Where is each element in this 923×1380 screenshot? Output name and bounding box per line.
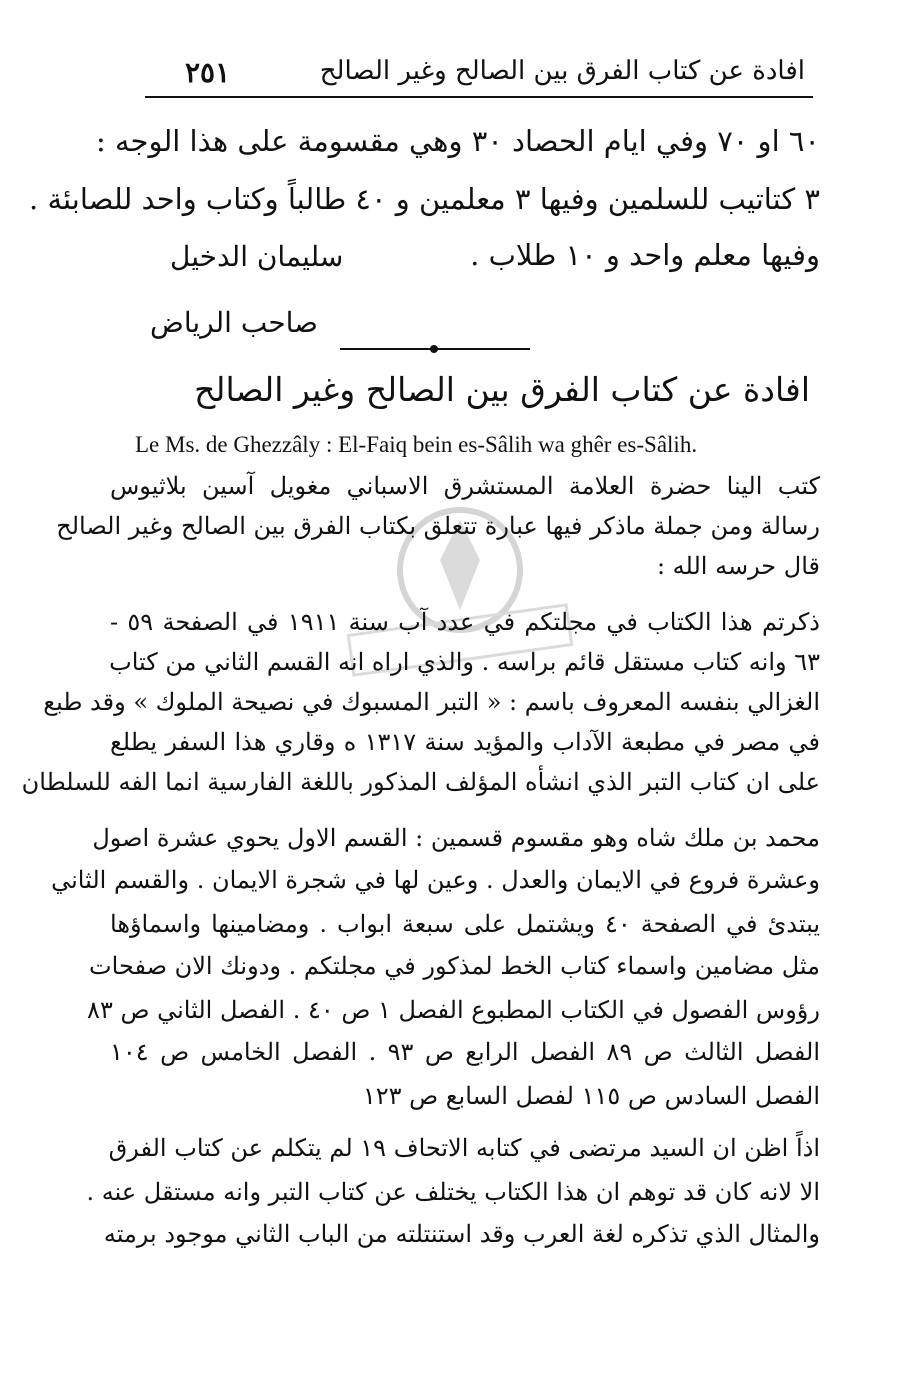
body-line-9: محمد بن ملك شاه وهو مقسوم قسمين : القسم الاول يحوي عشرة اصول — [92, 824, 820, 852]
body-line-18: والمثال الذي تذكره لغة العرب وقد استنتلته من الباب الثاني موجود برمته — [103, 1220, 820, 1248]
body-line-1: كتب الينا حضرة العلامة المستشرق الاسباني مغويل آسين بلاثيوس — [110, 472, 820, 500]
body-line-12: مثل مضامين واسماء كتاب الخط لمذكور في مجلتكم . ودونك الان صفحات — [89, 952, 820, 980]
latin-title: Le Ms. de Ghezzâly : El-Faiq bein es-Sâlih wa ghêr es-Sâlih. — [135, 432, 698, 457]
body-line-4: ذكرتم هذا الكتاب في مجلتكم في عدد آب سنة ١٩١١ في الصفحة ٥٩ - — [110, 608, 820, 636]
running-title: افادة عن كتاب الفرق بين الصالح وغير الصالح — [319, 56, 805, 86]
body-line-15: الفصل السادس ص ١١٥ لفصل السابع ص ١٢٣ — [362, 1082, 820, 1110]
section-title: افادة عن كتاب الفرق بين الصالح وغير الصالح — [194, 370, 810, 409]
body-line-14: الفصل الثالث ص ٨٩ الفصل الرابع ص ٩٣ . الفصل الخامس ص ١٠٤ — [110, 1038, 821, 1066]
body-line-7: في مصر في مطبعة الآداب والمؤيد سنة ١٣١٧ ه وقاري هذا السفر يطلع — [110, 728, 821, 756]
signature-title: صاحب الرياض — [150, 306, 318, 339]
body-line-13: رؤوس الفصول في الكتاب المطبوع الفصل ١ ص ٤٠ . الفصل الثاني ص ٨٣ — [87, 996, 820, 1024]
body-line-5: ٦٣ وانه كتاب مستقل قائم براسه . والذي اراه انه القسم الثاني من كتاب — [109, 648, 820, 676]
intro-line-2: ٣ كتاتيب للسلمين وفيها ٣ معلمين و ٤٠ طالباً وكتاب واحد للصابئة . — [29, 182, 820, 216]
body-line-8: على ان كتاب التبر الذي انشأه المؤلف المذكور باللغة الفارسية انما الفه للسلطان — [21, 768, 820, 796]
intro-line-3: وفيها معلم واحد و ١٠ طلاب . — [470, 238, 820, 272]
body-line-16: اذاً اظن ان السيد مرتضى في كتابه الاتحاف ١٩ لم يتكلم عن كتاب الفرق — [108, 1134, 820, 1162]
intro-line-1: ٦٠ او ٧٠ وفي ايام الحصاد ٣٠ وهي مقسومة على هذا الوجه : — [96, 124, 820, 158]
body-line-3: قال حرسه الله : — [656, 552, 820, 580]
body-line-10: وعشرة فروع في الايمان والعدل . وعين لها في شجرة الايمان . والقسم الثاني — [51, 866, 820, 894]
body-line-11: يبتدئ في الصفحة ٤٠ ويشتمل على سبعة ابواب . ومضامينها واسماؤها — [110, 910, 820, 938]
page-header — [145, 50, 813, 98]
body-line-17: الا لانه كان قد توهم ان هذا الكتاب يختلف عن كتاب التبر وانه مستقل عنه . — [86, 1178, 820, 1206]
signature-name: سليمان الدخيل — [170, 240, 344, 273]
section-divider — [340, 344, 530, 354]
page-number: ٢٥١ — [185, 56, 231, 89]
body-line-6: الغزالي بنفسه المعروف باسم : « التبر المسبوك في نصيحة الملوك » وقد طبع — [43, 688, 820, 716]
body-line-2: رسالة ومن جملة ماذكر فيها عبارة تتعلق بكتاب الفرق بين الصالح وغير الصالح — [56, 512, 820, 540]
